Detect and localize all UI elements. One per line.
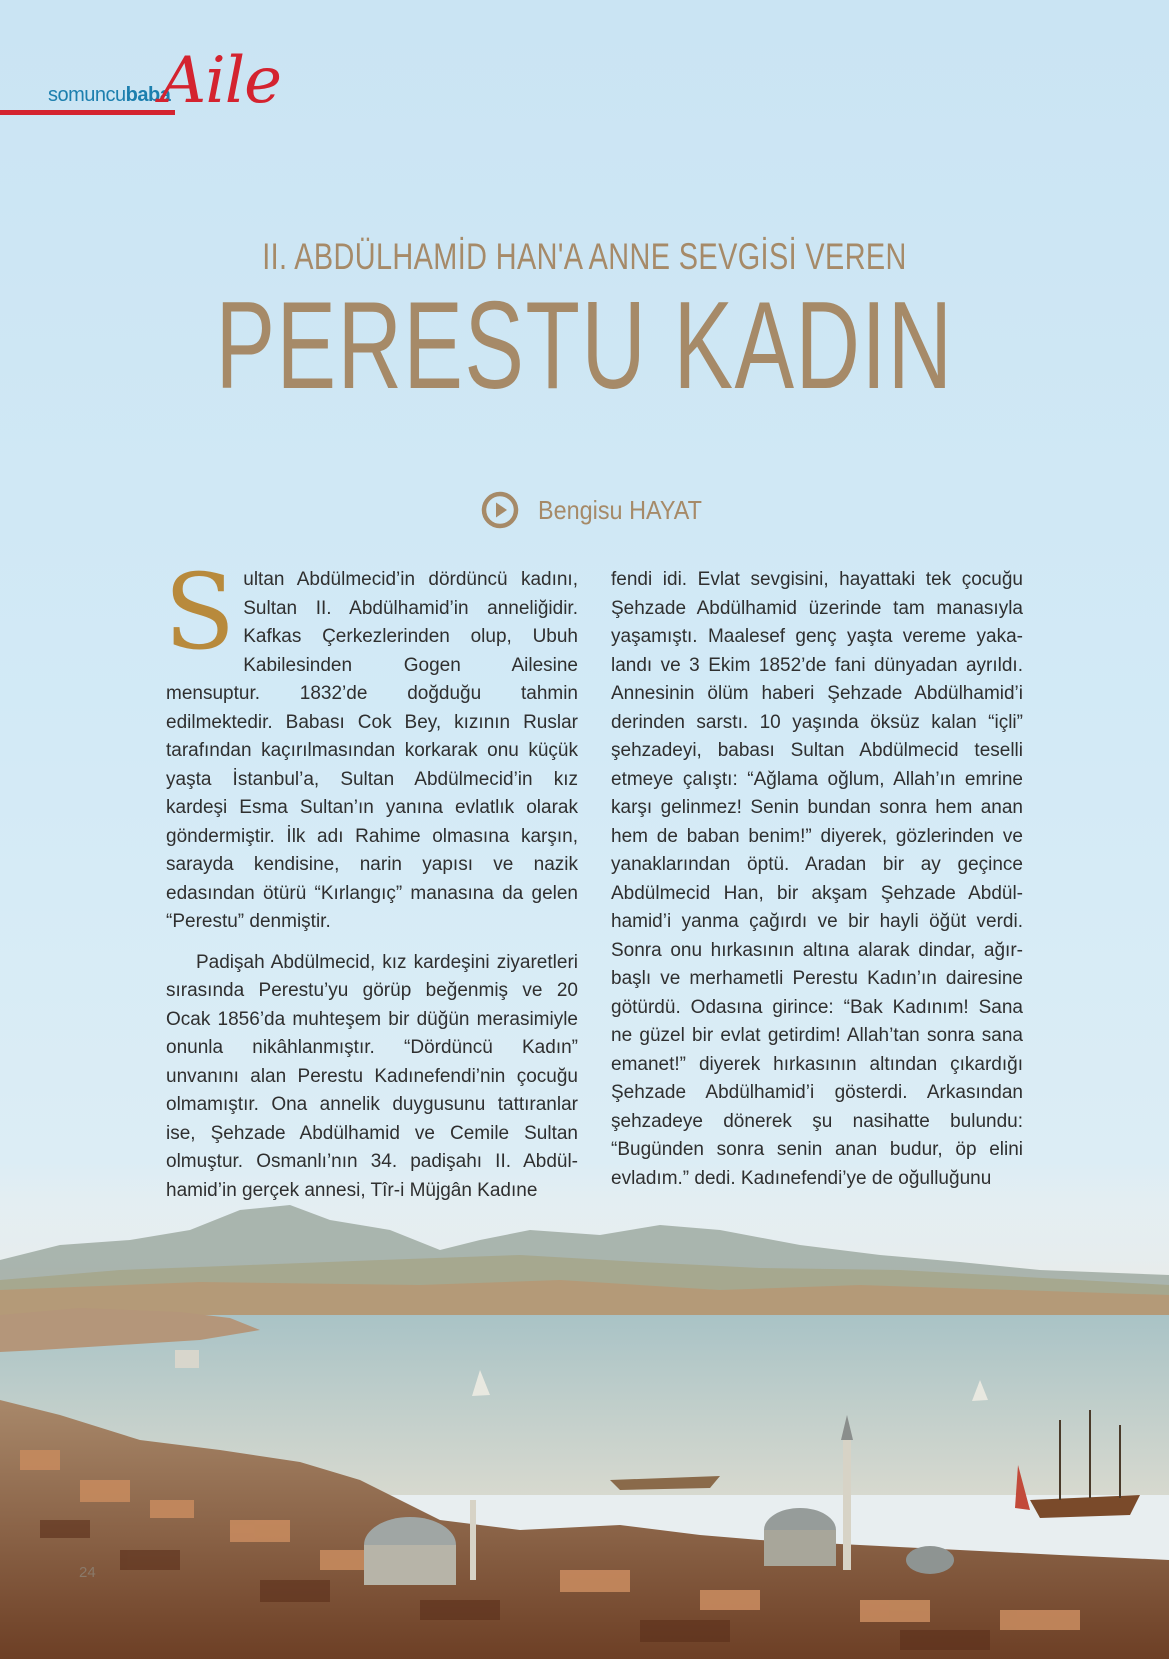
play-circle-icon bbox=[480, 490, 520, 530]
author-line bbox=[480, 490, 720, 530]
drop-cap: S bbox=[164, 551, 236, 673]
article-title: PERESTU KADIN bbox=[215, 277, 954, 415]
text-column-right bbox=[611, 566, 1023, 1193]
logo-baba-text: baba bbox=[125, 84, 171, 106]
paragraph-2: Padişah Abdülmecid, kız kardeşini ziyaretleri sırasında Perestu’yu görüp beğenmiş ve 20 Ocak 1856’da muhteşem bir düğün merasimiyle onunla nikâhlanmıştır. “Dördüncü Kadın” unvanını alan Perestu Kadınefendi’nin çocuğu olmamıştır. Ona annelik duygusunu tattıranlar ise, Şehzade Abdülhamid ve Cemile Sultan olmuştur. Osmanlı’nın 34. padişahı II. Abdülhamid’in gerçek annesi, Tîr-i Müjgân Kadıne bbox=[166, 951, 578, 1201]
paragraph-1-text: ultan Abdülmecid’in dördüncü kadını, Sultan II. Abdülhamid’in anneliğidir. Kafkas Çerkezlerinden olup, Ubuh Kabilesinden Gogen Ailesine mensuptur. 1832’de doğduğu tahmin edilmektedir. Babası Cok Bey, kızının Ruslar tarafından kaçırılmasından korkarak onu küçük yaşta İstanbul’a, Sultan Abdülmecid’in kız kardeşi Esma Sultan’ın yanına evlatlık olarak göndermiştir. İlk adı Rahime olmasına karşın, sarayda kendisine, narin yapısı ve nazik edasından ötürü “Kırlangıç” manasına da gelen “Perestu” denmiştir. bbox=[166, 569, 578, 932]
paragraph-2-continued: fendi idi. Evlat sevgisini, hayattaki tek çocuğu Şehzade Abdülhamid üzerinde tam manasıyla yaşamıştı. Maalesef genç yaşta vereme yakalandı ve 3 Ekim 1852’de fani dünyadan ayrıldı. Annesinin ölüm haberi Şehzade Abdülhamid’i derinden sarstı. 10 yaşında öksüz kalan “içli” şehzadeyi, babası Sultan Abdülmecid teselli etmeye çalıştı: “Ağlama oğlum, Allah’ın emrine karşı gelinmez! Senin bundan sonra hem anan hem de baban benim!” diyerek, gözlerinden ve yanaklarından öptü. Aradan bir ay geçince Abdülmecid Han, bir akşam Şehzade Abdülhamid’i yanma çağırdı ve bir hayli öğüt verdi. Sonra onu hırkasının altına alarak dindar, ağırbaşlı ve merhametli Perestu Kadın’ın dairesine götürdü. Odasına girince: “Bak Kadınım! Sana ne güzel bir evlat getirdim! Allah’tan sonra sana emanet!” diyerek hırkasının altından çıkardığı Şehzade Abdülhamid’i gösterdi. Arkasından şehzadeye dönerek şu nasihatte bulundu: “Bugünden sonra senin anan budur, öp elini evladım.” dedi. Kadınefendi’ye de oğulluğunu bbox=[611, 569, 1023, 1189]
article-kicker: II. ABDÜLHAMİD HAN'A ANNE SEVGİSİ VEREN bbox=[262, 236, 907, 277]
text-column-left bbox=[164, 551, 578, 1205]
page-number: 24 bbox=[79, 1564, 96, 1581]
section-name: Aile bbox=[160, 44, 282, 118]
bosphorus-painting bbox=[0, 1200, 1169, 1659]
author-name: Bengisu HAYAT bbox=[538, 494, 702, 525]
logo-red-bar bbox=[0, 110, 175, 115]
paragraph-1 bbox=[164, 551, 578, 937]
logo-wordmark bbox=[48, 84, 170, 107]
logo-somuncu-text: somuncu bbox=[48, 84, 126, 106]
